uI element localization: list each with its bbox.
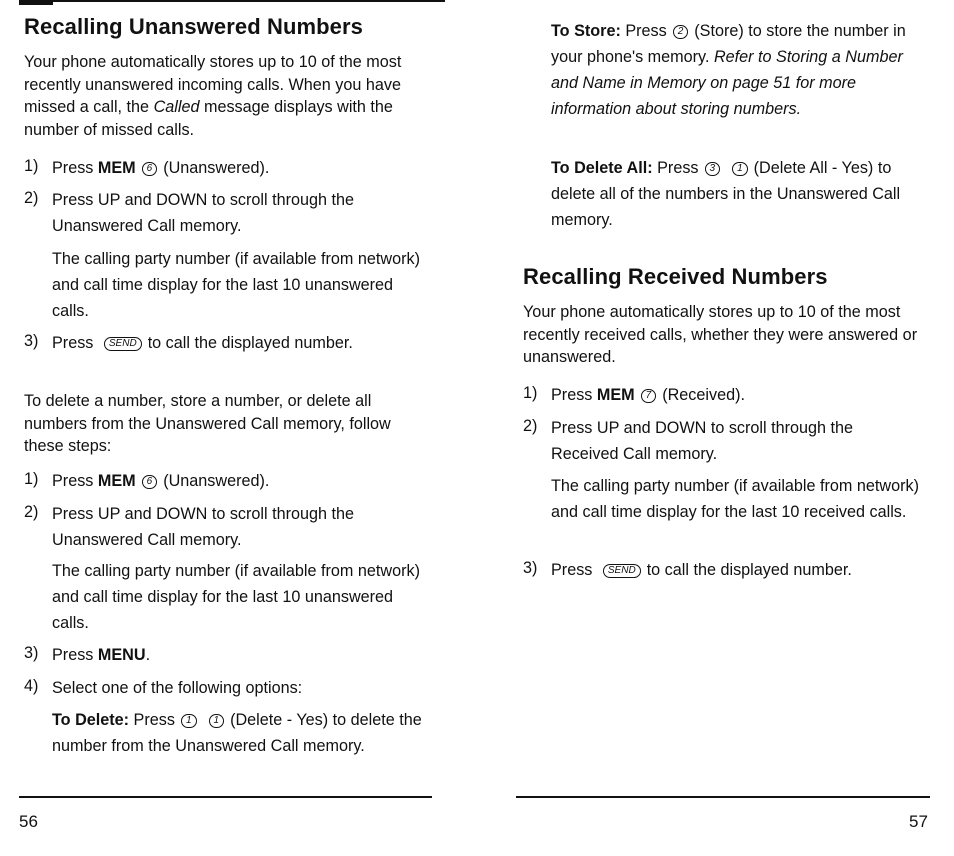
key-1-icon: 1 [732, 162, 748, 176]
list-item-note: The calling party number (if available from network) and call time display for the last 10 unanswered calls. [52, 562, 420, 632]
top-rule-accent [19, 0, 53, 5]
option-to-delete-all: To Delete All: Press 3 1 (Delete All - Yes) to delete all of the numbers in the Unanswered Call memory. [551, 159, 901, 229]
section-title-received: Recalling Received Numbers [523, 264, 828, 289]
intro-received: Your phone automatically stores up to 10 of the most recently received calls, whether they were answered or unanswered. [523, 303, 918, 366]
key-6-icon: 6 [142, 475, 158, 489]
intro-unanswered: Your phone automatically stores up to 10 of the most recently unanswered incoming calls. When you have missed a call, the Called message displays with the number of missed calls. [24, 53, 402, 139]
option-to-store: To Store: Press 2 (Store) to store the number in your phone's memory. Refer to Storing a Number and Name in Memory on page 51 for more information about storing numbers. [551, 22, 906, 118]
footer-rule-left [19, 796, 432, 798]
key-6-icon: 6 [142, 162, 158, 176]
option-to-delete: To Delete: Press 1 1 (Delete - Yes) to delete the number from the Unanswered Call memory. [52, 711, 422, 755]
page-number-left: 56 [19, 812, 38, 831]
page-number-right: 57 [909, 812, 928, 831]
key-7-icon: 7 [641, 389, 657, 403]
footer-rule-right [516, 796, 930, 798]
key-2-icon: 2 [673, 25, 689, 39]
list-item-note: The calling party number (if available from network) and call time display for the last 10 unanswered calls. [52, 250, 420, 320]
send-key-icon: SEND [603, 564, 641, 578]
top-rule [19, 0, 445, 2]
key-1-icon: 1 [209, 714, 225, 728]
section-title-unanswered: Recalling Unanswered Numbers [24, 14, 364, 39]
delete-intro: To delete a number, store a number, or delete all numbers from the Unanswered Call memory, follow these steps: [24, 392, 391, 455]
key-3-icon: 3 [705, 162, 721, 176]
key-1-icon: 1 [181, 714, 197, 728]
list-item-note: The calling party number (if available from network) and call time display for the last 10 received calls. [551, 477, 919, 521]
send-key-icon: SEND [104, 337, 142, 351]
